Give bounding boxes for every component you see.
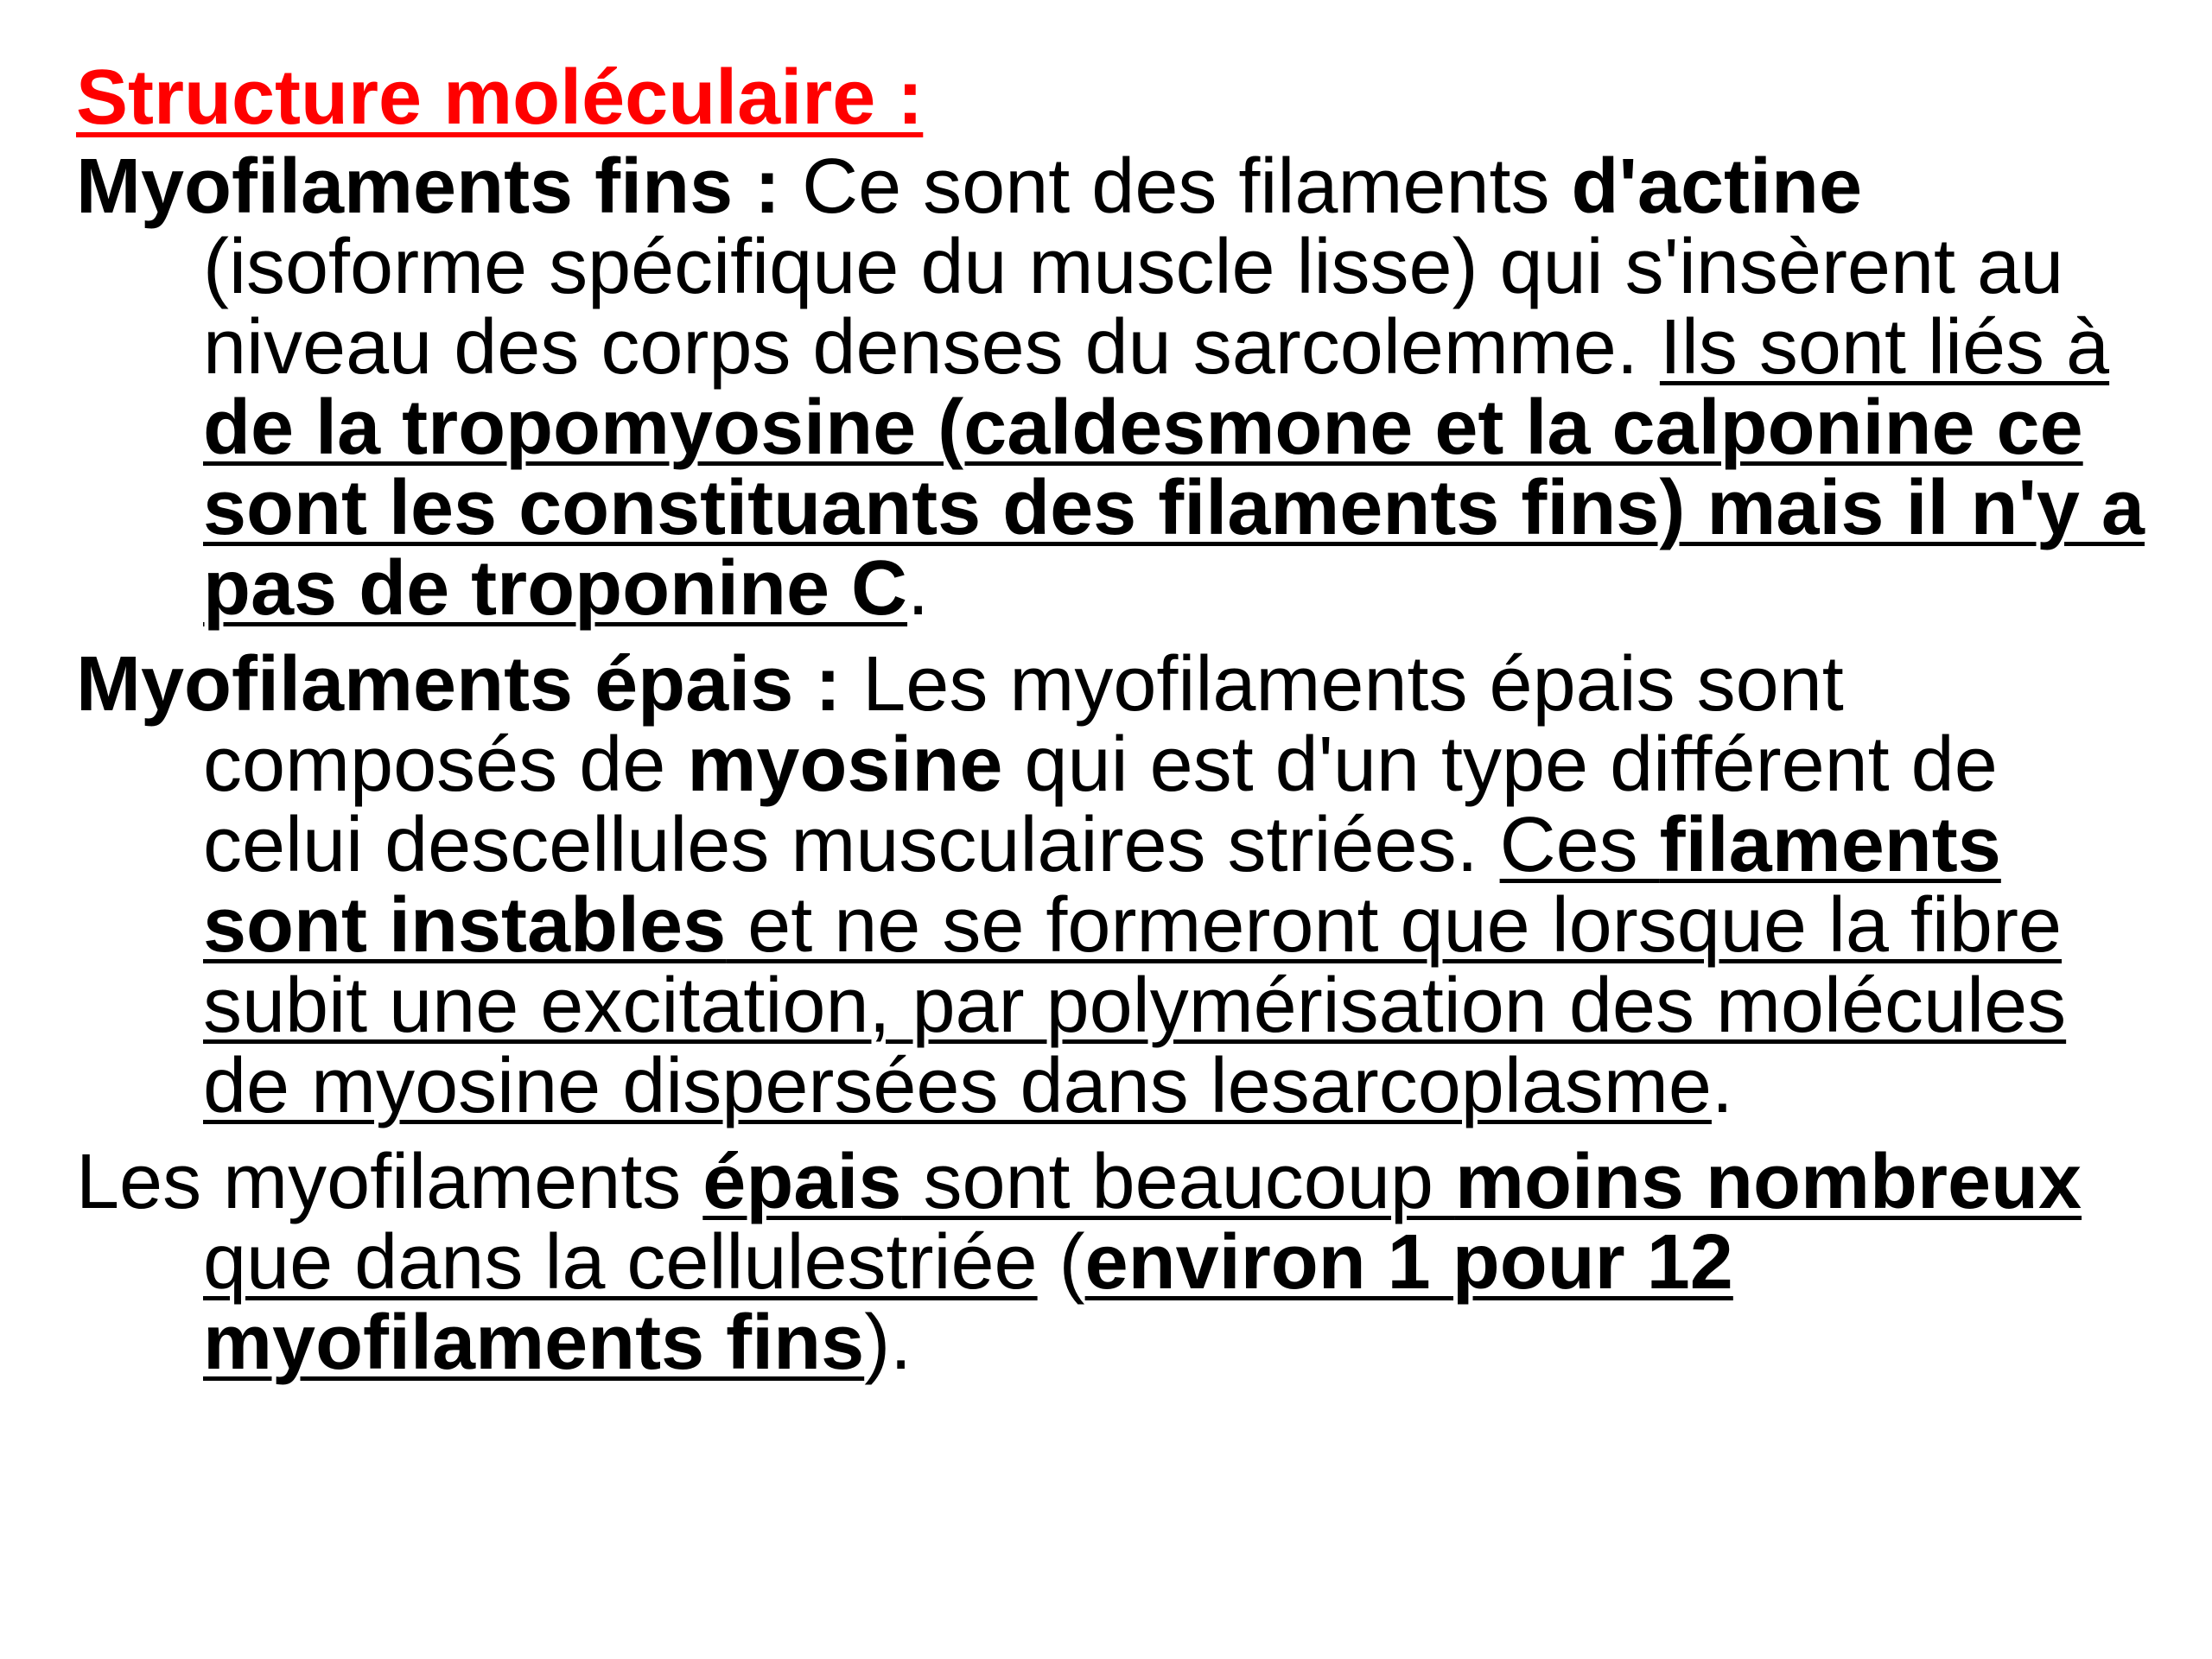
polymerisation-statement: et ne se formeront que lorsque la fibre subit une excitation, par polymérisation des molécules de myosine dispersées dans lesarcoplasme bbox=[203, 882, 2067, 1129]
paragraph-thin-filaments bbox=[76, 143, 2167, 632]
unstable-filaments-term: filaments sont instables bbox=[203, 802, 2001, 969]
thick-filaments-heading: Myofilaments épais : bbox=[76, 641, 842, 728]
thin-filaments-end: . bbox=[907, 545, 930, 632]
ratio-underlined-text-2: que dans la cellulestriée bbox=[203, 1219, 1038, 1306]
thin-filaments-heading: Myofilaments fins : bbox=[76, 143, 781, 230]
thin-filaments-underlined-text: Ils sont liés à bbox=[1659, 304, 2110, 391]
thick-term: épais bbox=[702, 1139, 902, 1225]
thick-filaments-text-1: Les myofilaments épais sont composés de bbox=[203, 641, 1844, 808]
ratio-underlined-text-1: sont beaucoup bbox=[901, 1139, 1455, 1225]
thin-filaments-text-2: (isoforme spécifique du muscle lisse) qui s'insèrent au niveau des corps denses du sarcolemme. bbox=[203, 224, 2064, 391]
slide-title: Structure moléculaire : bbox=[76, 54, 924, 141]
tropomyosin-statement: de la tropomyosine (caldesmone et la calponine ce sont les constituants des filaments fins) mais il n'y a pas de troponine C bbox=[203, 385, 2145, 632]
ratio-text-2: ( bbox=[1037, 1219, 1085, 1306]
myosin-term: myosine bbox=[687, 721, 1003, 808]
thick-filaments-end: . bbox=[1711, 1043, 1733, 1129]
ratio-text-1: Les myofilaments bbox=[76, 1139, 703, 1225]
slide bbox=[76, 50, 2167, 1386]
thick-filaments-text-2: qui est d'un type différent de celui descellules musculaires striées. bbox=[203, 721, 1998, 888]
ratio-value: environ 1 pour 12 myofilaments fins bbox=[203, 1219, 1733, 1386]
paragraph-thick-filaments bbox=[76, 641, 2167, 1129]
thick-filaments-underlined-lead: Ces bbox=[1499, 802, 1660, 888]
actin-term: d'actine bbox=[1571, 143, 1863, 230]
ratio-end: ). bbox=[864, 1300, 912, 1386]
fewer-term: moins nombreux bbox=[1454, 1139, 2082, 1225]
paragraph-filament-ratio bbox=[76, 1139, 2167, 1386]
thin-filaments-text-1: Ce sont des filaments bbox=[780, 143, 1572, 230]
